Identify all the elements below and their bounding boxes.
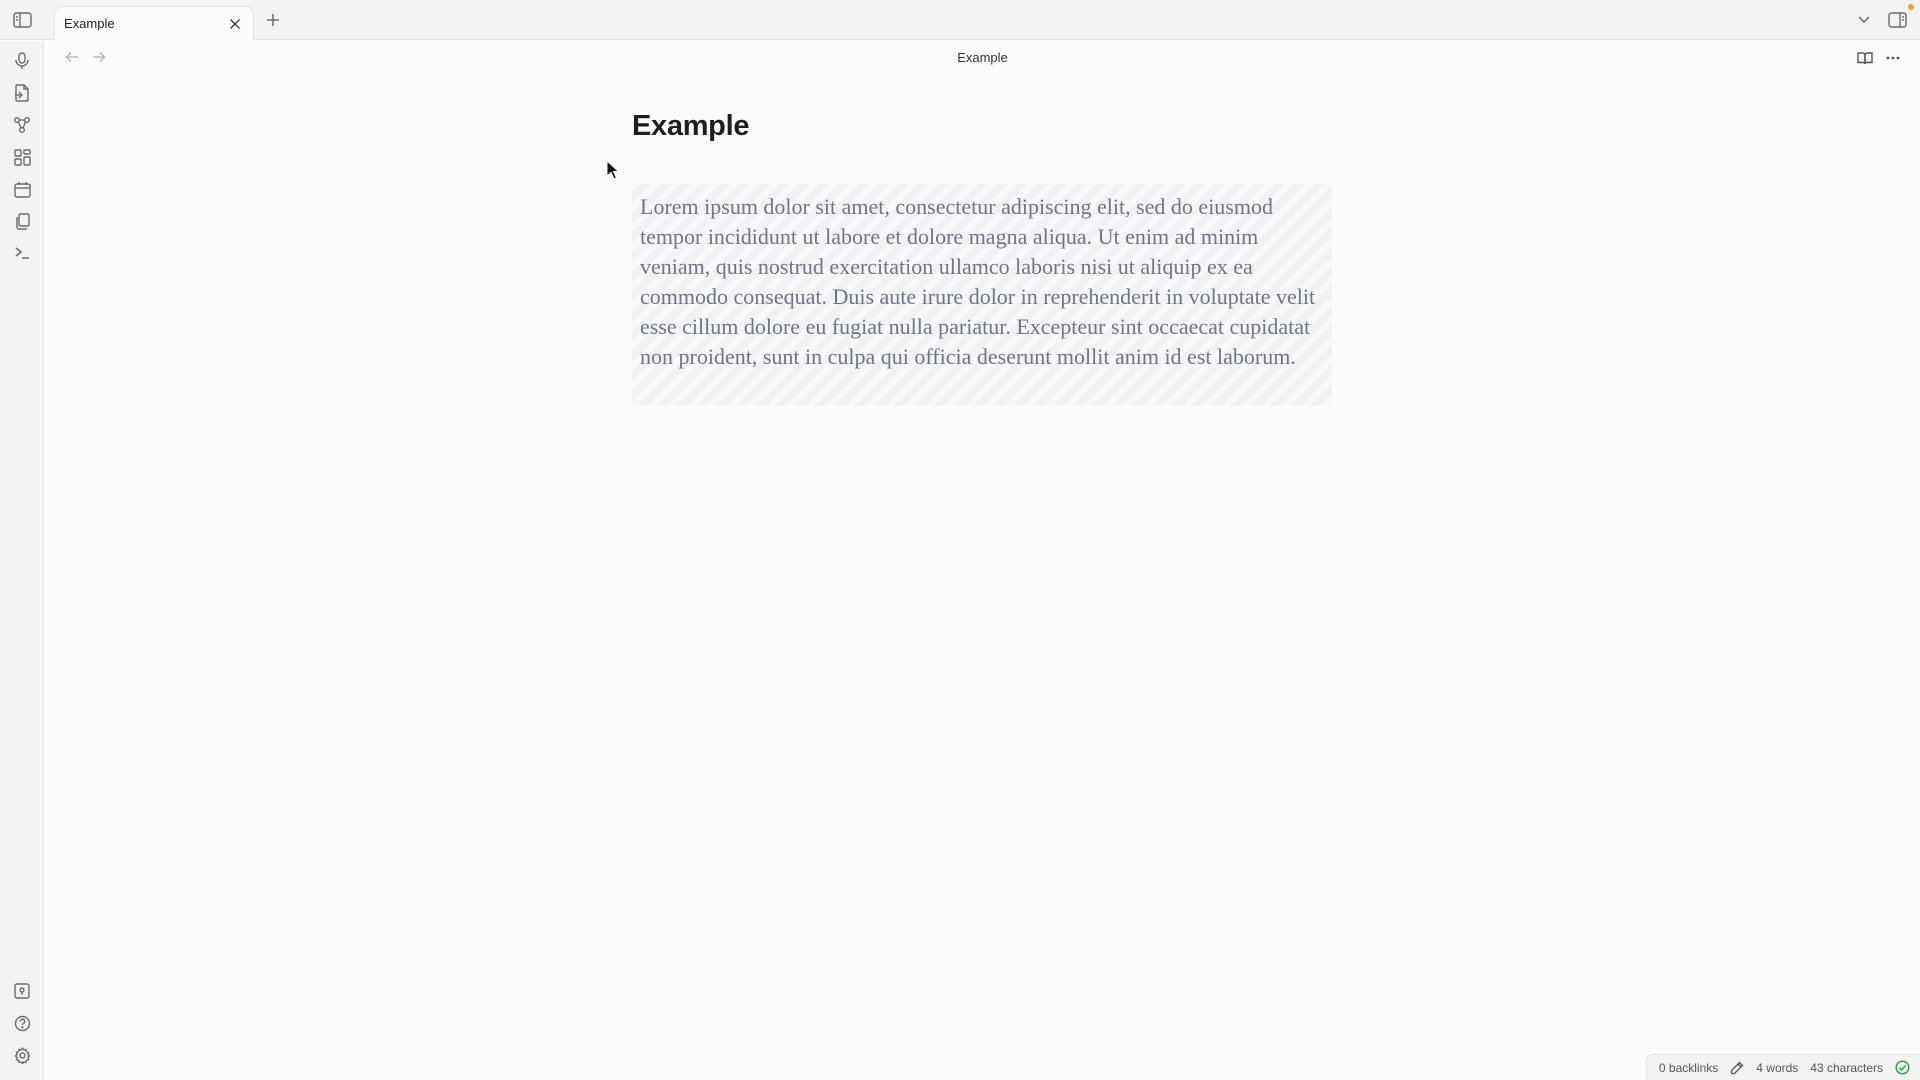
tab-bar — [0, 0, 1920, 40]
help-icon[interactable] — [10, 1011, 34, 1035]
canvas-icon[interactable] — [10, 145, 34, 169]
pencil-icon[interactable] — [1730, 1061, 1744, 1075]
graph-view-icon[interactable] — [10, 113, 34, 137]
calendar-icon[interactable] — [10, 177, 34, 201]
sidebar-left-icon[interactable] — [9, 8, 35, 32]
view-header — [45, 41, 1920, 75]
backlinks-count[interactable]: 0 backlinks — [1658, 1060, 1719, 1075]
tab-title: Example — [64, 16, 115, 31]
settings-icon[interactable] — [10, 1043, 34, 1067]
view-title[interactable]: Example — [957, 50, 1008, 65]
plus-icon[interactable] — [261, 8, 285, 32]
book-open-icon[interactable] — [1853, 46, 1877, 70]
more-horizontal-icon[interactable] — [1881, 46, 1905, 70]
close-icon[interactable] — [223, 12, 247, 36]
microphone-icon[interactable] — [10, 49, 34, 73]
callout-block[interactable]: Lorem ipsum dolor sit amet, consectetur adipiscing elit, sed do eiusmod tempor incididunt ut labore et dolore magna aliqua. Ut enim ad minim veniam, quis nostrud exercitation ullamco laboris nisi ut aliquip ex ea commodo consequat. Duis aute irure dolor in reprehenderit in voluptate velit esse cillum dolore eu fugiat nulla pariatur. Excepteur sint occaecat cupidatat non proident, sunt in culpa qui officia deserunt mollit anim id est laborum. — [632, 184, 1332, 406]
word-count: 4 words — [1756, 1060, 1799, 1075]
file-import-icon[interactable] — [10, 81, 34, 105]
vault-icon[interactable] — [10, 979, 34, 1003]
chevron-down-icon[interactable] — [1852, 8, 1876, 32]
update-indicator — [1908, 4, 1914, 10]
terminal-icon[interactable] — [10, 241, 34, 265]
sync-check-icon[interactable] — [1895, 1060, 1910, 1075]
tab-example[interactable] — [54, 6, 254, 40]
status-bar — [1646, 1054, 1920, 1080]
sidebar-right-icon[interactable] — [1884, 8, 1910, 32]
character-count: 43 characters — [1810, 1060, 1883, 1075]
copy-pages-icon[interactable] — [10, 209, 34, 233]
note-title[interactable]: Example — [632, 110, 750, 142]
left-ribbon — [0, 41, 44, 1080]
mouse-cursor-icon — [606, 160, 620, 180]
